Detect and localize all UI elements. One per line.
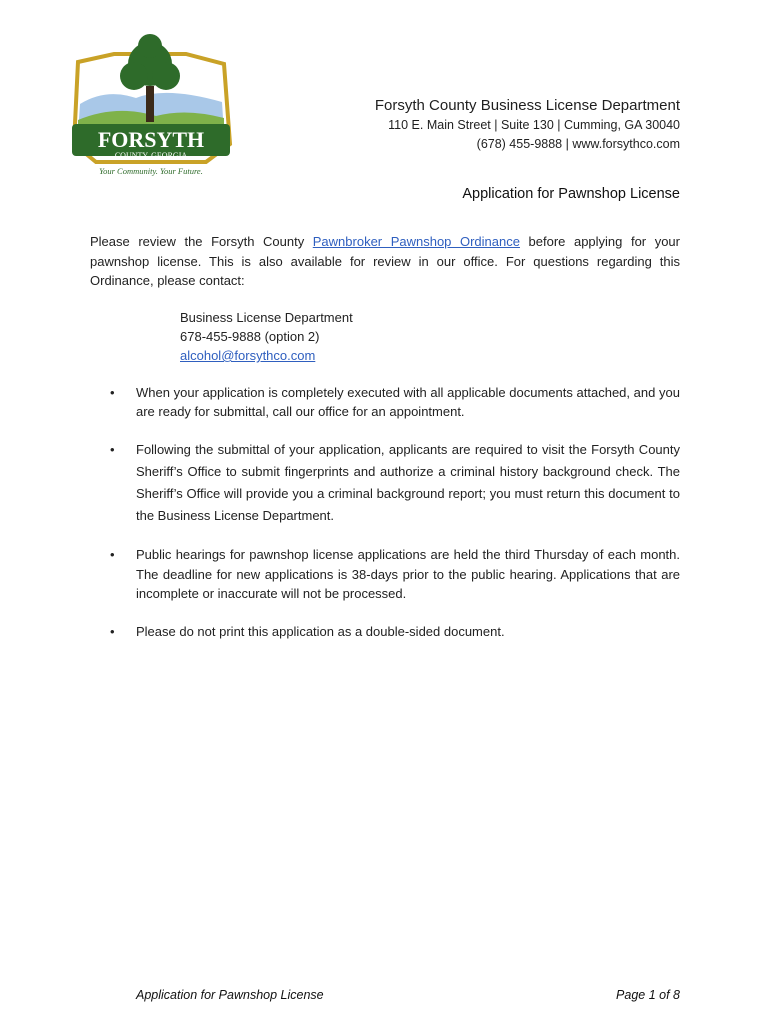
department-phone-web: (678) 455-9888 | www.forsythco.com: [476, 137, 680, 151]
logo-sub: COUNTY, GEORGIA: [114, 151, 188, 160]
contact-block: [180, 308, 353, 365]
ordinance-link[interactable]: Pawnbroker Pawnshop Ordinance: [312, 234, 520, 249]
contact-email-link[interactable]: alcohol@forsythco.com: [180, 348, 316, 363]
logo-name: FORSYTH: [97, 127, 205, 152]
department-name: Forsyth County Business License Department: [374, 97, 680, 114]
department-header: [375, 96, 680, 154]
bullet-icon: •: [110, 623, 115, 639]
list-item: • When your application is completely executed with all applicable documents attached, and you are ready for submittal, call our office for an appointment.: [110, 385, 680, 419]
bullet-icon: •: [110, 385, 115, 400]
contact-phone: 678-455-9888 (option 2): [180, 329, 320, 344]
list-item: • Public hearings for pawnshop license applications are held the third Thursday of each month. The deadline for new applications is 38-days prior to the public hearing. Applications that are incomplete or inaccurate will not be processed.: [110, 547, 680, 601]
instruction-list: [90, 383, 680, 641]
application-title: Application for Pawnshop License: [462, 186, 680, 202]
intro-text-before: Please review the Forsyth County: [90, 234, 313, 249]
forsyth-county-logo: [66, 34, 236, 184]
intro-text-after: before applying for your pawnshop license. This is also available for review in our office. For questions regarding this Ordinance, please contact:: [90, 234, 680, 288]
logo-tagline: Your Community. Your Future.: [99, 166, 203, 176]
list-item: • Please do not print this application as a double-sided document.: [110, 623, 505, 639]
bullet-icon: •: [110, 442, 115, 457]
contact-department: Business License Department: [180, 310, 353, 325]
list-item: • Following the submittal of your application, applicants are required to visit the Forsyth County Sheriff’s Office to submit fingerprints and authorize a criminal history background check. The Sheriff’s Office will provide you a criminal background report; you must return this document to the Business License Department.: [90, 439, 680, 527]
intro-paragraph: [90, 232, 680, 291]
page-number: Page 1 of 8: [616, 988, 680, 1002]
department-address: 110 E. Main Street | Suite 130 | Cumming, GA 30040: [388, 118, 680, 132]
footer-title: Application for Pawnshop License: [136, 988, 324, 1002]
bullet-icon: •: [110, 547, 115, 562]
